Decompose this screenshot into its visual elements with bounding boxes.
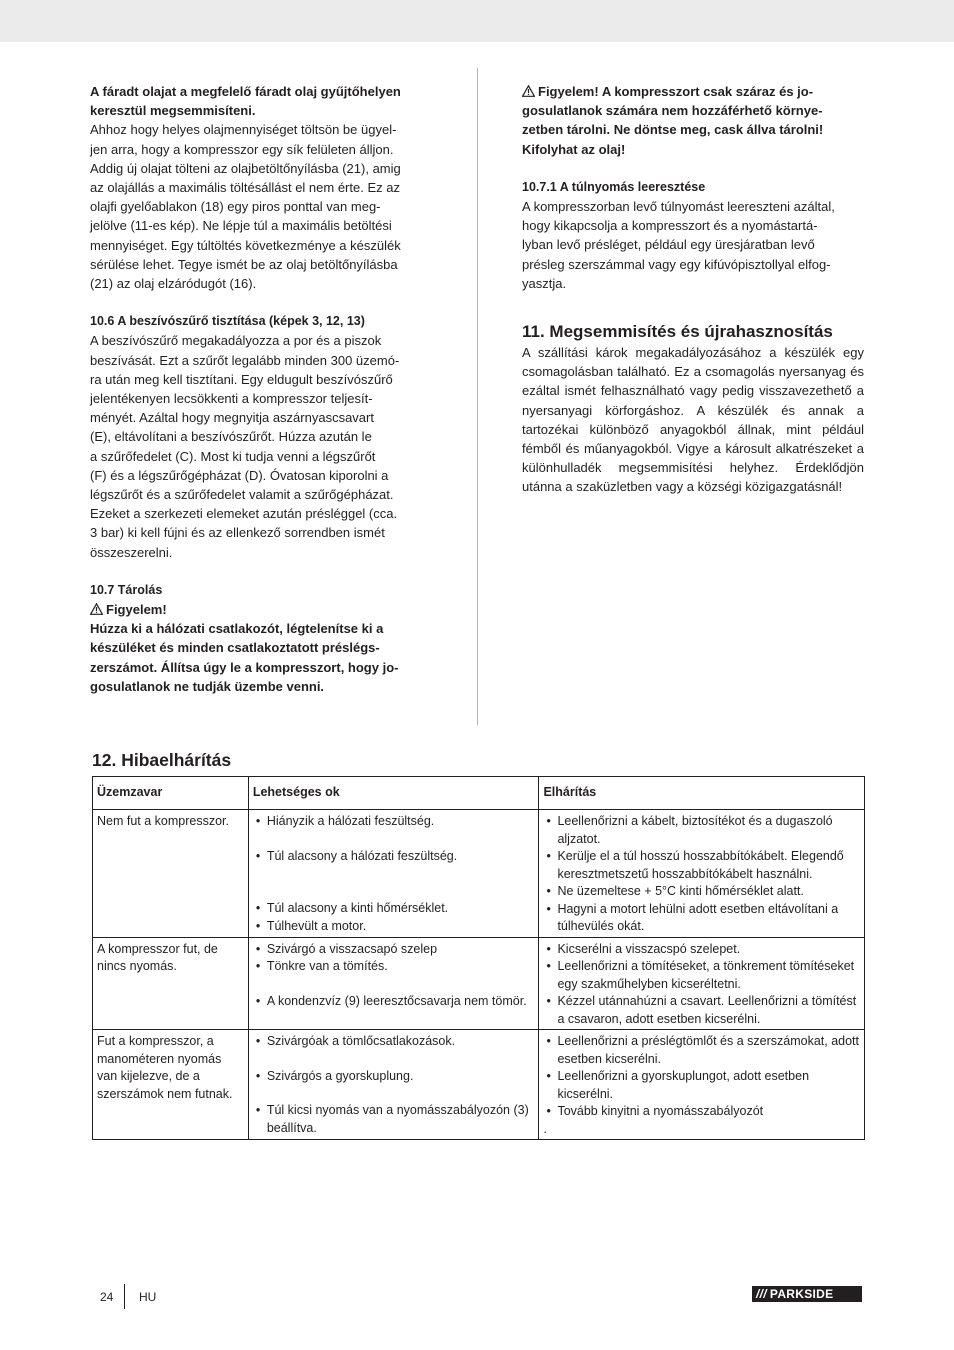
list-item: • Ne üzemeltese + 5°C kinti hőmérséklet alatt. bbox=[543, 883, 860, 901]
list-item: • Túlhevült a motor. bbox=[253, 918, 535, 936]
table-row bbox=[93, 810, 865, 938]
oil-fill-paragraph: Ahhoz hogy helyes olajmennyiséget töltsön be ügyel- jen arra, hogy a kompresszor egy sík felületen álljon. Addig új olajat tölteni az olajbetöltőnyílásba (21), amig az olajállás a maximális töltésállást el nem érte. Ez az olajfi gyelőablakon (18) egy piros ponttal van meg- jelölve (11-es kép). Ne lépje túl a maximális betöltési mennyiséget. Egy túltöltés következménye a készülék sérülése lehet. Tegye ismét be az olaj betöltőnyílásba (21) az olaj elzáródugót (16). bbox=[90, 122, 401, 292]
table-row bbox=[93, 937, 865, 1030]
list-item: • Hiányzik a hálózati feszültség. bbox=[253, 813, 535, 831]
intake-filter-paragraph: A beszívószűrő megakadályozza a por és a piszok beszívását. Ezt a szűrőt legalább minden 300 üzemó- ra után meg kell tisztítani. Egy eldugult beszívószűrő jelentékenyen lecsökkenti a kompresszor teljesít- ményét. Azáltal hogy megnyitja aszárnyascsavart (E), eltávolítani a beszívószűrőt. Húzza azután le a szűrőfedelet (C). Most ki tudja venni a légszűrőt (F) és a légszűrőgépházat (D). Óvatosan kiporolni a légszűrőt és a szűrőfedelet valamit a szűrőgépházat. Ezeket a szerkezeti elemeket azután présléggel (cca. 3 bar) ki kell fújni és az ellenkező sorrendben ismét összeszerelni. bbox=[90, 333, 400, 560]
header-fault: Üzemzavar bbox=[93, 777, 249, 810]
troubleshooting-table bbox=[92, 776, 865, 1140]
pressure-release-paragraph: A kompresszorban levő túlnyomást leereszteni azáltal, hogy kikapcsolja a kompresszort és a nyomástartá- lyban levő présléget, például egy üresjáratban levő présleg szerszámmal vagy egy kifúvópisztollyal elfog- yasztja. bbox=[522, 199, 835, 291]
page-number: 24 bbox=[100, 1290, 114, 1304]
list-item: • Szivárgós a gyorskuplung. bbox=[253, 1068, 535, 1086]
remedy-cell bbox=[539, 937, 865, 1030]
table-header-row bbox=[93, 777, 865, 810]
language-code: HU bbox=[139, 1290, 157, 1304]
list-item: • Kézzel utánnahúzni a csavart. Leellenőrizni a tömítést a csavaron, adott esetben kicserélni. bbox=[543, 993, 860, 1028]
remedy-cell bbox=[539, 1030, 865, 1140]
cause-cell bbox=[248, 810, 539, 938]
disposal-paragraph: A szállítási károk megakadályozásához a készülék egy csomagolásban található. Ez a csomagolás nyersanyag és ezáltal ismét felhasználható vagy pedig visszavezethető a nyersanyagi körforgáshoz. A készülék és annak a tartozékai különböző anyagokból állnak, mint például fémből és műanyagokból. Vigye a károsult alkatrészeket a különhulladék megsemmisítési helyhez. Érdeklődjön utánna a szaküzletben vagy a községi közigazgatásnál! bbox=[522, 345, 864, 495]
section-10-7-heading: 10.7 Tárolás bbox=[90, 582, 163, 597]
cause-cell bbox=[248, 1030, 539, 1140]
list-item: • Kicserélni a visszacspó szelepet. bbox=[543, 941, 860, 959]
top-bar bbox=[0, 0, 954, 42]
list-item: • A kondenzvíz (9) leeresztőcsavarja nem tömör. bbox=[253, 993, 535, 1011]
list-item: • Hagyni a motort lehülni adott esetben eltávolítani a túlhevülés okát. bbox=[543, 901, 860, 936]
section-12-heading: 12. Hibaelhárítás bbox=[92, 750, 232, 770]
logo-text: PARKSIDE bbox=[769, 1287, 834, 1301]
list-item: • Leellenőrizni a kábelt, biztosítékot és a dugaszoló aljzatot. bbox=[543, 813, 860, 848]
table-row bbox=[93, 1030, 865, 1140]
list-item: • Szivárgóak a tömlőcsatlakozások. bbox=[253, 1033, 535, 1051]
section-10-7-1-heading: 10.7.1 A túlnyomás leeresztése bbox=[522, 179, 706, 194]
list-item: • Leellenőrizni a tömítéseket, a tönkrement tömítéseket egy szakműhelyben kicseréltetni. bbox=[543, 958, 860, 993]
section-11-heading: 11. Megsemmisítés és újrahasznosítás bbox=[522, 322, 833, 342]
list-item: • Túl alacsony a hálózati feszültség. bbox=[253, 848, 535, 866]
column-divider bbox=[477, 68, 478, 725]
oil-disposal-heading: A fáradt olajat a megfelelő fáradt olaj gyűjtőhelyen keresztül megsemmisíteni. bbox=[90, 84, 401, 119]
right-column bbox=[522, 82, 864, 497]
footer-divider bbox=[124, 1284, 125, 1309]
left-column bbox=[90, 82, 435, 696]
list-item: • Tovább kinyitni a nyomásszabályozót bbox=[543, 1103, 860, 1121]
cause-cell bbox=[248, 937, 539, 1030]
header-cause: Lehetséges ok bbox=[248, 777, 539, 810]
warning-triangle-icon bbox=[522, 85, 535, 97]
storage-warning-text: Húzza ki a hálózati csatlakozót, légtelenítse ki a készüléket és minden csatlakoztatott préslégs- zerszámot. Állítsa úgy le a kompresszort, hogy jo- gosulatlanok ne tudják üzembe venni. bbox=[90, 621, 399, 694]
list-item: • Leellenőrizni a gyorskuplungot, adott esetben kicserélni. bbox=[543, 1068, 860, 1103]
fault-cell: Fut a kompresszor, a manométeren nyomás van kijelezve, de a szerszámok nem futnak. bbox=[93, 1030, 249, 1140]
list-item: . bbox=[543, 1121, 547, 1136]
list-item: • Tönkre van a tömítés. bbox=[253, 958, 535, 976]
list-item: • Túl kicsi nyomás van a nyomásszabályozón (3) beállítva. bbox=[253, 1102, 535, 1137]
list-item: • Leellenőrizni a préslégtömlőt és a szerszámokat, adott esetben kicserélni. bbox=[543, 1033, 860, 1068]
header-remedy: Elhárítás bbox=[539, 777, 865, 810]
remedy-cell bbox=[539, 810, 865, 938]
list-item: • Túl alacsony a kinti hőmérséklet. bbox=[253, 900, 535, 918]
fault-cell: A kompresszor fut, de nincs nyomás. bbox=[93, 937, 249, 1030]
list-item: • Kerülje el a túl hosszú hosszabbítókábelt. Elegendő keresztmetszetű hosszabbítókábelt használni. bbox=[543, 848, 860, 883]
parkside-logo bbox=[752, 1286, 862, 1302]
section-10-6-heading: 10.6 A beszívószűrő tisztítása (képek 3, 12, 13) bbox=[90, 314, 365, 329]
fault-cell: Nem fut a kompresszor. bbox=[93, 810, 249, 938]
logo-stripes: /// bbox=[756, 1287, 767, 1301]
list-item: • Szivárgó a visszacsapó szelep bbox=[253, 941, 535, 959]
warning-triangle-icon bbox=[90, 603, 103, 615]
storage-warning-right: Figyelem! A kompresszort csak száraz és jo- gosulatlanok számára nem hozzáférhető környe- zetben tárolni. Ne döntse meg, cask állva tárolni! Kifolyhat az olaj! bbox=[522, 84, 824, 157]
storage-warning-label: Figyelem! bbox=[90, 600, 435, 619]
